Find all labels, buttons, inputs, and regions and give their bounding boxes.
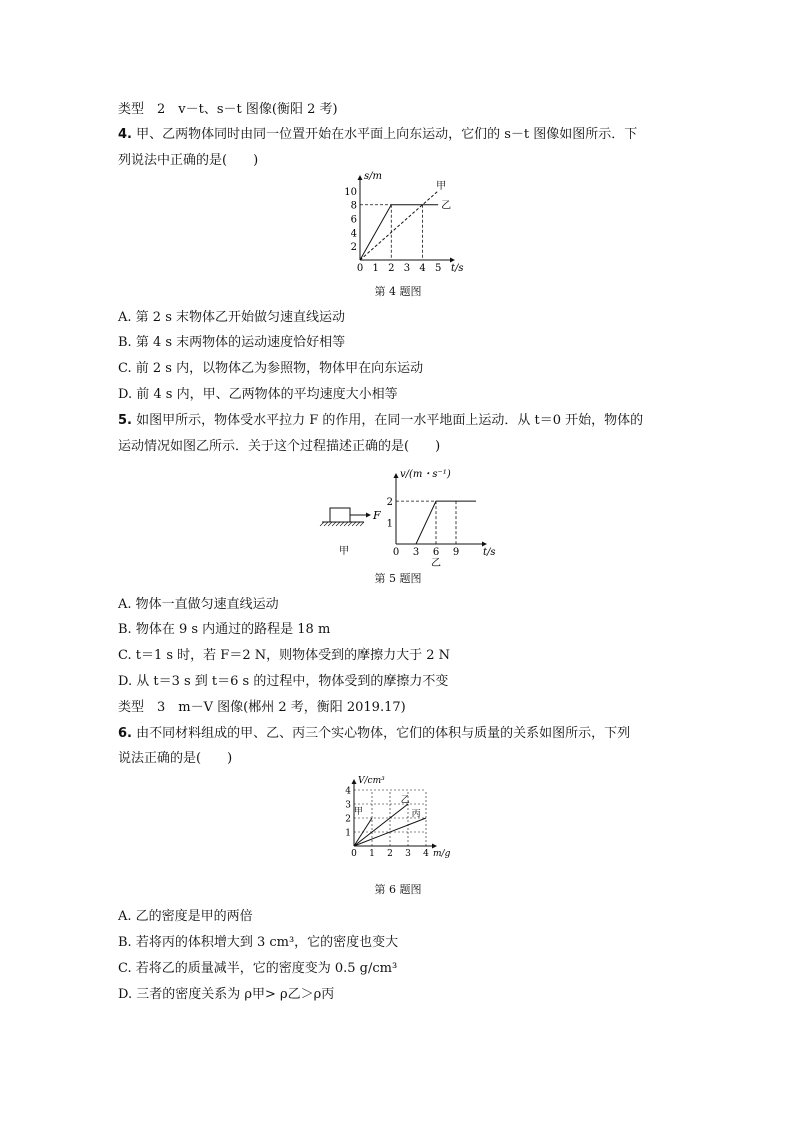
series-label: 乙 [400,795,410,806]
figure-4-caption: 第 4 题图 [374,285,422,298]
force-label: F [373,509,381,522]
series-label: 甲 [353,806,363,817]
x-tick-label: 5 [434,263,442,274]
series-line [360,205,438,260]
y-tick-label: 4 [345,786,351,797]
question-number: 5. [118,413,132,428]
x-tick-label: 3 [405,849,411,859]
q6-option-c: C. 若将乙的质量减半，它的密度变为 0.5 g/cm³ [118,961,398,976]
y-axis-label: s/m [364,171,382,182]
force-arrow-head [366,513,371,518]
q6-option-b: B. 若将丙的体积增大到 3 cm³，它的密度也变大 [118,935,399,950]
question-5-line-2: 运动情况如图乙所示．关于这个过程描述正确的是( ) [118,439,441,454]
y-axis-label: v/(m・s⁻¹) [400,469,451,480]
y-tick-label: 2 [345,814,351,825]
label-jia: 甲 [339,546,349,557]
x-tick-label: 3 [412,547,420,558]
block [330,508,350,522]
q5-option-b: B. 物体在 9 s 内通过的路程是 18 m [118,622,331,637]
x-axis-arrow [450,258,455,263]
y-tick-label: 10 [344,186,357,198]
x-tick-label: 0 [356,263,364,274]
question-stem: 如图甲所示，物体受水平拉力 F 的作用，在同一水平地面上运动．从 t＝0 开始，物体的 [136,413,644,428]
q6-option-a: A. 乙的密度是甲的两倍 [118,909,253,924]
figure-5-block-diagram [318,498,388,558]
series-label: 丙 [411,809,421,820]
x-tick-label: 4 [419,263,426,274]
y-tick-label: 1 [345,828,351,839]
y-tick-label: 8 [350,200,357,212]
question-number: 6. [118,726,132,741]
question-stem: 由不同材料组成的甲、乙、丙三个实心物体，它们的体积与质量的关系如图所示，下列 [136,726,631,741]
question-stem: 甲、乙两物体同时由同一位置开始在水平面上向东运动，它们的 s－t 图像如图所示．下 [136,127,638,142]
question-6-line-2: 说法正确的是( ) [118,751,233,766]
section-title-3: 类型 3 m－V 图像(郴州 2 考，衡阳 2019.17) [118,700,406,715]
y-tick-label: 3 [345,800,351,811]
x-tick-label: 0 [351,849,357,859]
x-tick-label: 1 [369,849,375,859]
q4-option-c: C. 前 2 s 内，以物体乙为参照物，物体甲在向东运动 [118,361,424,376]
x-axis-label: t/s [483,547,496,558]
ground-hatch [320,522,364,526]
x-axis-label: m/g [433,849,451,859]
x-tick-label: 9 [452,547,460,558]
y-tick-label: 1 [386,518,393,530]
figure-4-st-chart [340,171,464,276]
q4-option-a: A. 第 2 s 末物体乙开始做匀速直线运动 [118,310,345,325]
label-yi: 乙 [431,558,441,569]
question-4-line-2: 列说法中正确的是( ) [118,153,259,168]
x-tick-label: 3 [403,263,411,274]
x-tick-label: 1 [372,263,379,274]
x-axis-arrow [482,542,487,547]
q4-option-b: B. 第 4 s 末两物体的运动速度恰好相等 [118,335,346,350]
q5-option-c: C. t＝1 s 时，若 F＝2 N，则物体受到的摩擦力大于 2 N [118,648,451,663]
q5-option-d: D. 从 t＝3 s 到 t＝6 s 的过程中，物体受到的摩擦力不变 [118,674,449,689]
figure-6-caption: 第 6 题图 [374,883,422,896]
question-6-line-1 [118,725,630,743]
q4-option-d: D. 前 4 s 内，甲、乙两物体的平均速度大小相等 [118,387,398,402]
x-axis-label: t/s [451,263,464,274]
x-tick-label: 2 [387,849,393,859]
series-line [360,191,438,260]
x-tick-label: 0 [392,547,400,558]
series-label: 乙 [441,200,452,212]
q6-option-d: D. 三者的密度关系为 ρ甲> ρ乙＞ρ丙 [118,987,335,1002]
y-tick-label: 4 [350,228,357,240]
x-tick-label: 6 [432,547,440,558]
figure-5-caption: 第 5 题图 [374,572,422,585]
y-axis-arrow [394,473,399,478]
question-4-line-1 [118,126,637,144]
x-axis-arrow [432,844,437,849]
question-5-line-1 [118,412,643,430]
y-tick-label: 2 [350,242,357,254]
figure-5-vt-chart [380,462,496,569]
y-tick-label: 2 [386,497,393,509]
y-tick-label: 6 [350,214,357,226]
figure-6-mv-chart [338,772,456,876]
x-tick-label: 4 [423,849,429,859]
series-label: 甲 [436,180,447,192]
y-axis-label: V/cm³ [358,776,385,786]
section-title-2: 类型 2 v－t、s－t 图像(衡阳 2 考) [118,102,338,117]
q5-option-a: A. 物体一直做匀速直线运动 [118,597,279,612]
y-axis-arrow [358,175,363,180]
x-tick-label: 2 [388,263,395,274]
y-axis-arrow [352,779,357,784]
question-number: 4. [118,127,132,142]
series-line [354,818,372,846]
